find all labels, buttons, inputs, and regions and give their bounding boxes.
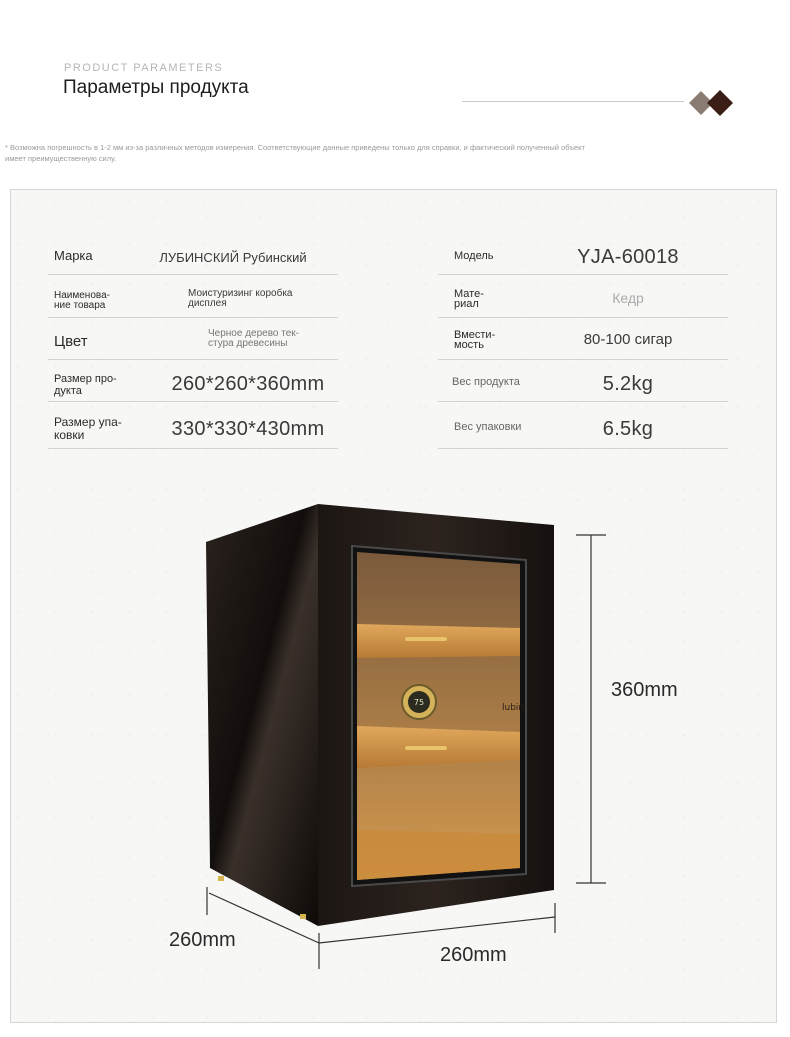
param-row-product-weight — [438, 359, 728, 402]
hygrometer-reading: 75 — [413, 698, 425, 707]
param-value: 260*260*360mm — [171, 373, 325, 395]
param-row-package-size — [48, 406, 338, 449]
section-title-en: PRODUCT PARAMETERS — [64, 62, 224, 74]
param-row-product-name — [48, 275, 338, 318]
param-value: 330*330*430mm — [171, 418, 325, 440]
param-row-brand — [48, 232, 338, 275]
param-label: Наименова-ние товара — [54, 290, 110, 311]
param-value: 5.2kg — [602, 373, 654, 395]
param-label: Модель — [454, 250, 494, 262]
measurement-note: * Возможна погрешность в 1-2 мм из-за различных методов измерения. Соответствующие данные приведены только для справки, и фактический полученный объект имеет преимущественную силу. — [5, 143, 585, 163]
param-value: Моистуризинг коробка дисплея — [188, 288, 293, 309]
param-value: ЛУБИНСКИЙ Рубинский — [159, 250, 307, 265]
param-row-model — [438, 232, 728, 275]
param-label: Вес продукта — [452, 376, 520, 388]
param-row-material — [438, 275, 728, 318]
param-value: Кедр — [612, 290, 644, 306]
param-label: Размер упа-ковки — [54, 415, 122, 442]
section-title: Параметры продукта — [63, 77, 249, 98]
param-value: YJA-60018 — [577, 246, 679, 268]
param-label: Вмести-мость — [454, 329, 496, 351]
param-row-color — [48, 317, 338, 360]
param-value: Черное дерево тек-стура древесины — [208, 328, 300, 349]
double-diamond-icon — [688, 88, 736, 118]
header-divider — [462, 101, 684, 102]
param-label: Вес упаковки — [454, 421, 522, 433]
dimension-lines — [195, 525, 615, 975]
param-label: Мате-риал — [454, 288, 484, 310]
width-dimension-label: 260mm — [440, 944, 507, 966]
brand-mark: lubin — [502, 703, 525, 713]
param-label: Марка — [54, 248, 93, 263]
param-row-capacity — [438, 317, 728, 360]
param-row-product-size — [48, 359, 338, 402]
param-value: 80-100 сигар — [583, 331, 673, 348]
param-row-package-weight — [438, 406, 728, 449]
param-label: Размер про-дукта — [54, 373, 117, 397]
depth-dimension-label: 260mm — [169, 929, 236, 951]
param-label: Цвет — [54, 333, 88, 350]
height-dimension-label: 360mm — [611, 679, 678, 701]
param-value: 6.5kg — [602, 418, 654, 440]
